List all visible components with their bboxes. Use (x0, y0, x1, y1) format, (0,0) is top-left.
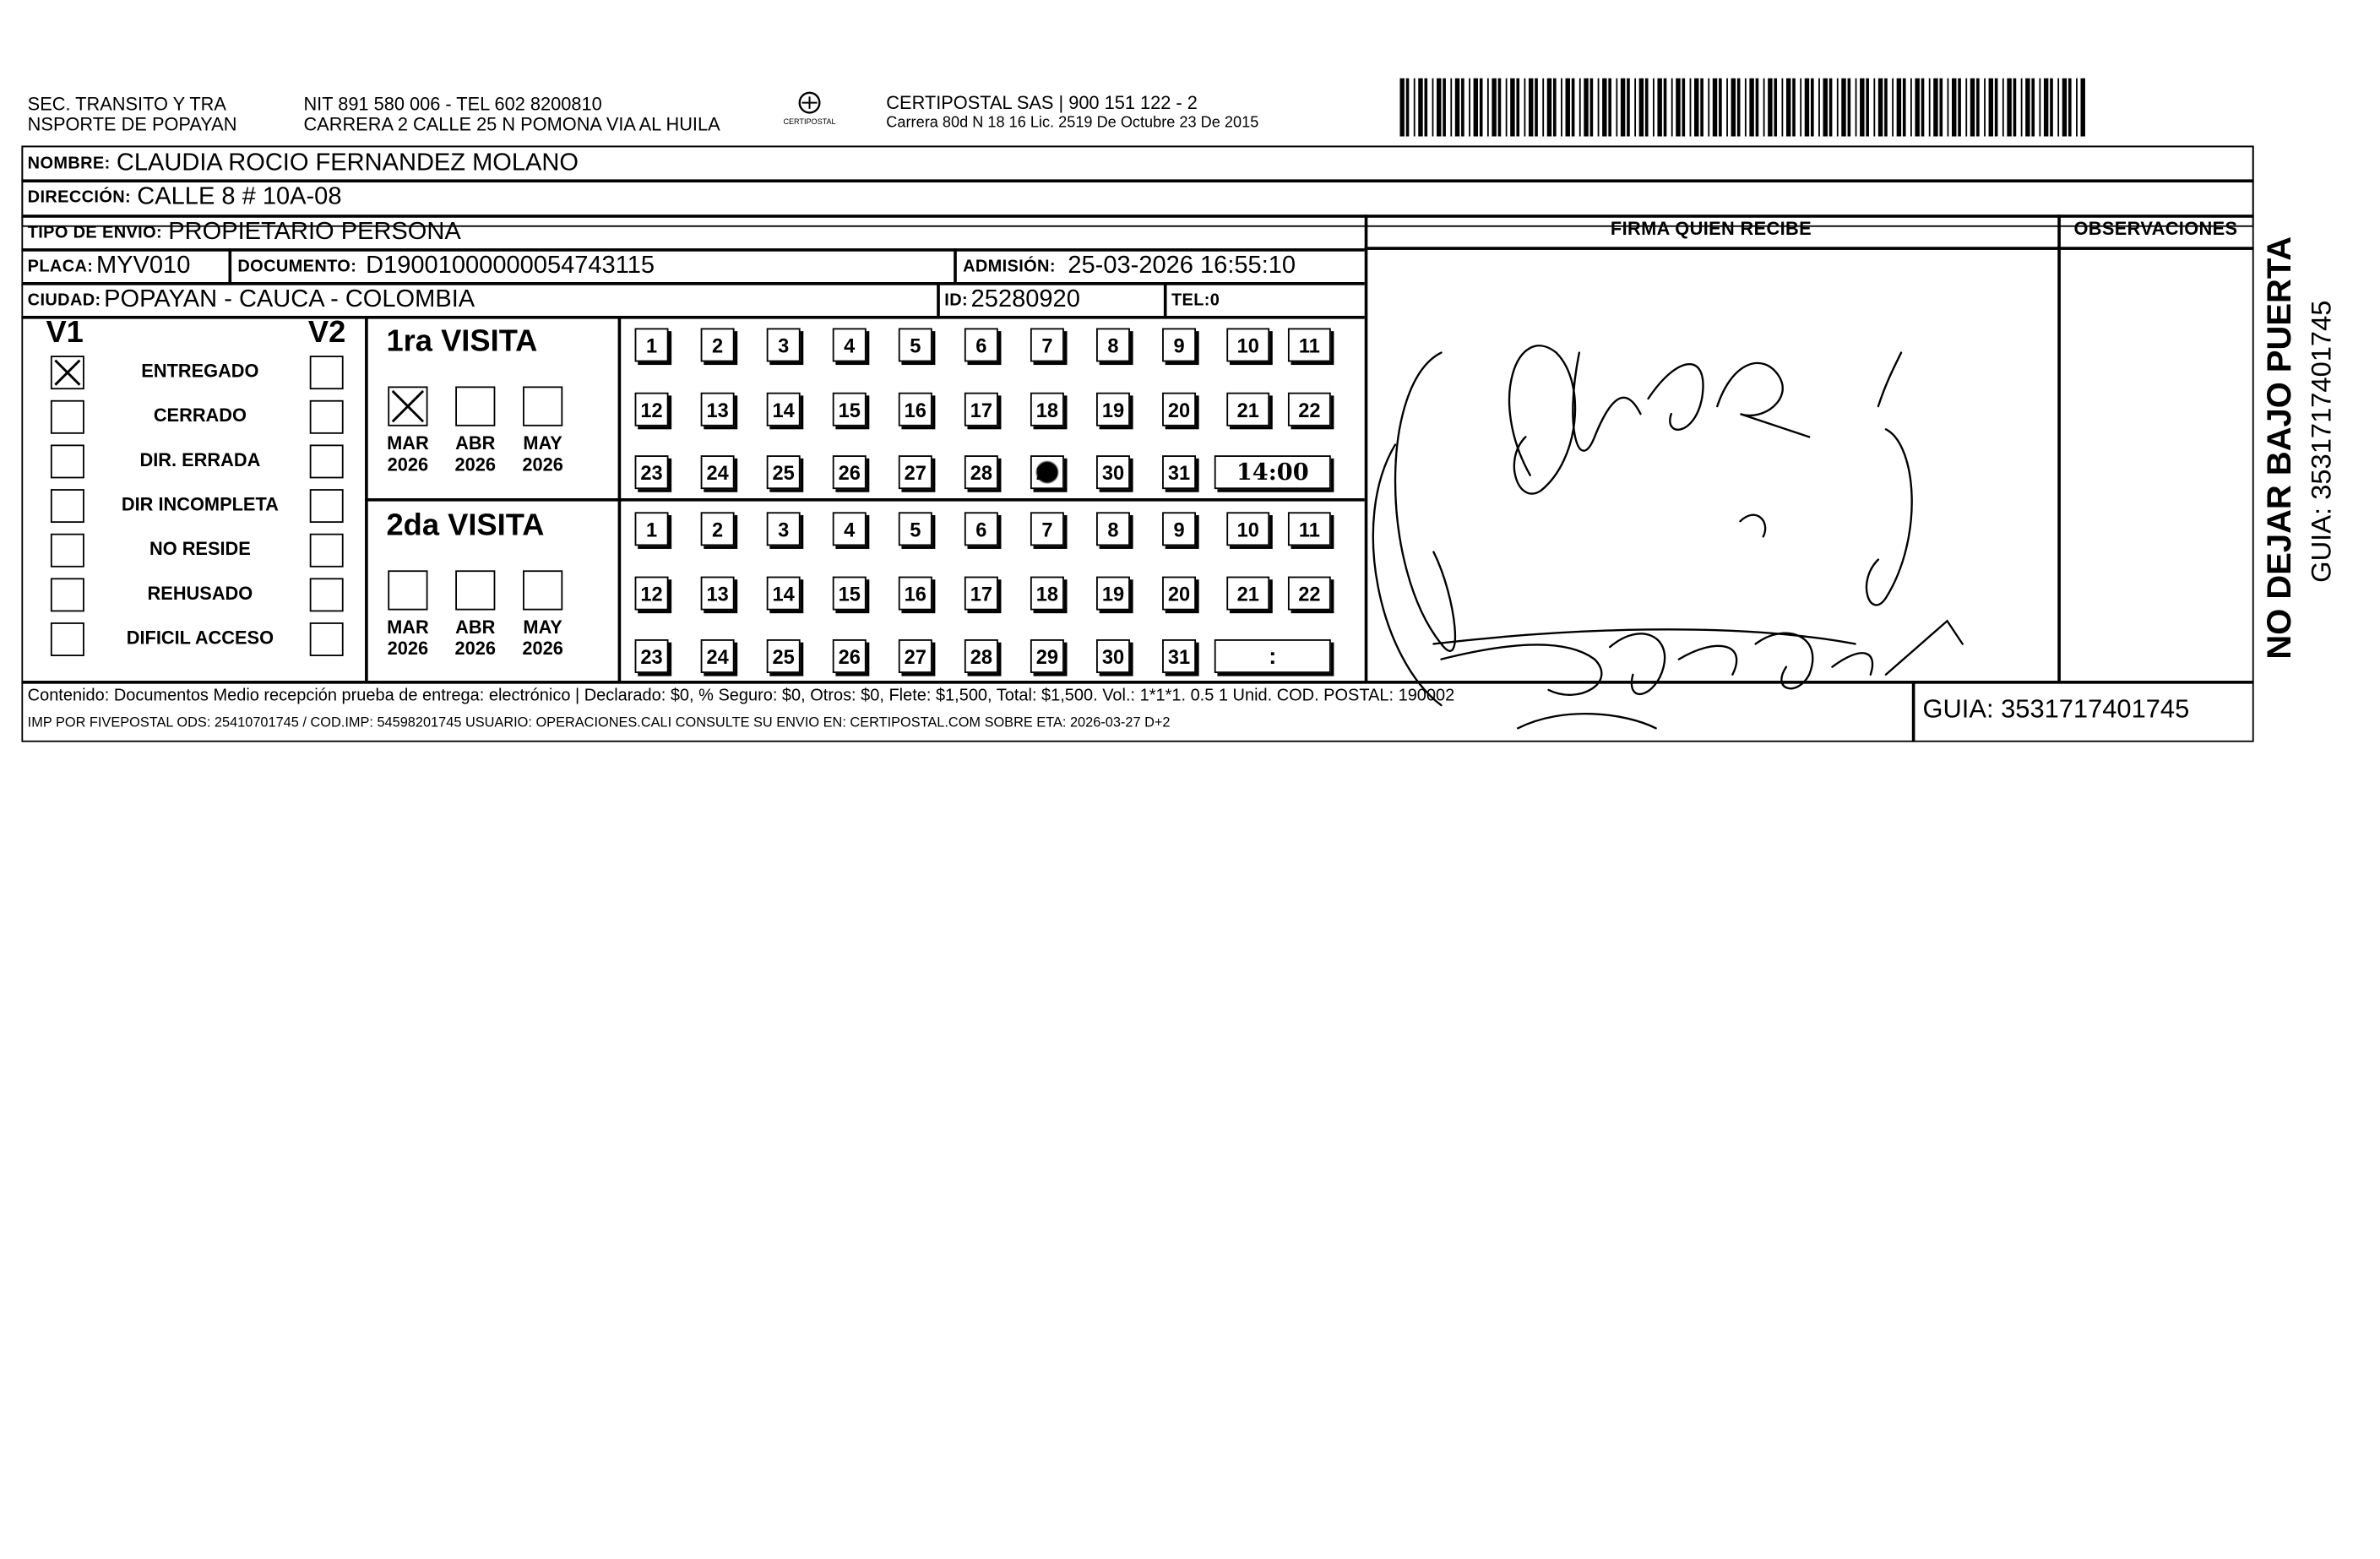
month-label: MAR (387, 616, 429, 638)
barcode-bar (1492, 79, 1496, 137)
barcode-bar (2044, 79, 2048, 137)
barcode-bar (1805, 79, 1809, 137)
barcode-bar (1823, 79, 1828, 137)
day-box: 30 (1096, 455, 1130, 489)
barcode-bar (1535, 79, 1538, 137)
day-box: 17 (964, 577, 998, 611)
barcode-bar (1579, 79, 1581, 137)
year-label: 2026 (454, 638, 496, 660)
barcode-bar (2080, 79, 2084, 137)
barcode-bar (1653, 79, 1655, 137)
barcode-bar (1965, 79, 1967, 137)
barcode-bar (1547, 79, 1551, 137)
barcode-bar (1510, 79, 1514, 137)
day-box: 6 (964, 328, 998, 361)
month-checkbox (388, 386, 427, 426)
barcode-bar (1737, 79, 1741, 137)
day-box: 19 (1096, 577, 1130, 611)
v1-checkbox (51, 578, 84, 611)
hour-box: 14:00 (1214, 455, 1331, 489)
barcode-bar (1719, 79, 1722, 137)
barcode-bar (1984, 79, 1986, 137)
tel-label: TEL: (1171, 291, 1210, 309)
day-box: 11 (1288, 512, 1331, 546)
nit-line-2: CARRERA 2 CALLE 25 N POMONA VIA AL HUILA (303, 113, 720, 135)
barcode-bar (1745, 79, 1747, 137)
footer-contenido: Contenido: Documentos Medio recepción prueba de entrega: electrónico | Declarado: $0, % Seguro: $0, Otros: $0, Flete: $1,500, Total: $1,500. Vol.: 1*1*1. 0.5 1 Unid. COD. POSTAL: 190002 (27, 687, 1455, 706)
barcode-bar (1498, 79, 1502, 137)
barcode-bar (1561, 79, 1562, 137)
day-box: 7 (1030, 328, 1064, 361)
tipo-envio-row (28, 216, 461, 248)
day-box: 24 (701, 639, 735, 673)
barcode-bar (1958, 79, 1961, 137)
day-box: 8 (1096, 328, 1130, 361)
barcode-bar (1774, 79, 1777, 137)
barcode-bar (1425, 79, 1428, 137)
admision-label: ADMISIÓN: (963, 257, 1056, 275)
v2-checkbox (310, 622, 344, 656)
barcode-bar (1860, 79, 1864, 137)
barcode-bar (1768, 79, 1772, 137)
month-label: ABR (455, 616, 496, 638)
barcode-bar (1756, 79, 1759, 137)
barcode-bar (2002, 79, 2004, 137)
guia-box: GUIA: 3531717401745 (1922, 694, 2190, 724)
tel-cell (1171, 284, 1220, 316)
month-label: MAY (523, 616, 562, 638)
status-reason-label: NO RESIDE (149, 538, 251, 560)
year-label: 2026 (522, 638, 563, 660)
day-box: 5 (899, 512, 932, 546)
barcode-bar (1432, 79, 1434, 137)
direccion-row (28, 181, 342, 215)
tel-value: 0 (1209, 291, 1220, 309)
day-box: 21 (1226, 393, 1269, 426)
barcode-icon (1399, 79, 2089, 137)
v2-header: V2 (307, 315, 346, 350)
barcode-bar (1884, 79, 1888, 137)
certipostal-logo-icon (776, 89, 844, 134)
day-box: 11 (1288, 328, 1331, 361)
documento-cell (237, 250, 655, 282)
v1-checkbox-checked (51, 356, 84, 389)
barcode-bar (2050, 79, 2053, 137)
barcode-bar (1450, 79, 1452, 137)
day-box: 1 (635, 512, 669, 546)
month-label: MAR (387, 432, 429, 454)
barcode-bar (1418, 79, 1422, 137)
day-box: 3 (767, 328, 801, 361)
barcode-bar (1829, 79, 1833, 137)
year-label: 2026 (387, 454, 429, 475)
barcode-bar (1910, 79, 1912, 137)
day-box: 27 (899, 639, 932, 673)
day-box: 8 (1096, 512, 1130, 546)
id-cell (944, 284, 1080, 316)
barcode-bar (1811, 79, 1814, 137)
year-label: 2026 (387, 638, 429, 660)
month-checkbox (455, 386, 495, 426)
placa-value: MYV010 (95, 252, 191, 279)
barcode-bar (1598, 79, 1600, 137)
barcode-bar (1726, 79, 1728, 137)
day-box: 22 (1288, 393, 1331, 426)
barcode-bar (2039, 79, 2040, 137)
barcode-bar (1553, 79, 1557, 137)
documento-value: D19001000000054743115 (366, 252, 655, 279)
placa-cell (28, 250, 191, 282)
day-box: 15 (833, 577, 867, 611)
nombre-value: CLAUDIA ROCIO FERNANDEZ MOLANO (116, 149, 579, 177)
barcode-bar (1627, 79, 1630, 137)
day-box: 31 (1162, 455, 1196, 489)
barcode-bar (1529, 79, 1533, 137)
barcode-bar (1608, 79, 1611, 137)
barcode-bar (2068, 79, 2072, 137)
day-box: 15 (833, 393, 867, 426)
day-box: 6 (964, 512, 998, 546)
barcode-bar (1621, 79, 1625, 137)
v2-checkbox (310, 489, 344, 523)
day-box: 19 (1096, 393, 1130, 426)
ciudad-cell (28, 284, 475, 316)
barcode-bar (1506, 79, 1508, 137)
tipo-envio-label: TIPO DE ENVIO: (27, 223, 163, 242)
nombre-row (28, 147, 579, 181)
status-reason-label: DIR INCOMPLETA (121, 493, 279, 515)
barcode-bar (1572, 79, 1575, 137)
day-box: 2 (701, 328, 735, 361)
day-box: 29 (1030, 639, 1064, 673)
day-box: 21 (1226, 577, 1269, 611)
barcode-bar (1897, 79, 1901, 137)
day-box: 20 (1162, 577, 1196, 611)
firma-header: FIRMA QUIEN RECIBE (1610, 217, 1812, 240)
barcode-bar (1671, 79, 1673, 137)
day-box: 26 (833, 639, 867, 673)
barcode-bar (1443, 79, 1446, 137)
status-reason-label: REHUSADO (147, 582, 253, 605)
logo-text: CERTIPOSTAL (783, 117, 836, 127)
barcode-bar (1437, 79, 1441, 137)
barcode-bar (1713, 79, 1717, 137)
hour-box: : (1214, 639, 1331, 673)
day-box: 10 (1226, 512, 1269, 546)
barcode-bar (1939, 79, 1943, 137)
day-box: 28 (964, 639, 998, 673)
barcode (1399, 79, 2089, 137)
v1-checkbox (51, 534, 84, 568)
barcode-bar (2021, 79, 2023, 137)
barcode-bar (2013, 79, 2017, 137)
day-box: 28 (964, 455, 998, 489)
barcode-bar (1818, 79, 1820, 137)
day-box: 14 (767, 393, 801, 426)
barcode-bar (1590, 79, 1594, 137)
ciudad-label: CIUDAD: (27, 291, 101, 309)
year-label: 2026 (454, 454, 496, 475)
day-box: 7 (1030, 512, 1064, 546)
visit-title: 1ra VISITA (386, 324, 538, 359)
day-box: 1 (635, 328, 669, 361)
barcode-bar (1749, 79, 1753, 137)
id-label: ID: (944, 291, 968, 309)
barcode-bar (1948, 79, 1949, 137)
barcode-bar (1524, 79, 1526, 137)
barcode-bar (1657, 79, 1661, 137)
day-box: 14 (767, 577, 801, 611)
barcode-bar (1903, 79, 1906, 137)
month-label: MAY (523, 432, 562, 454)
v2-checkbox (310, 578, 344, 611)
sender-line-2: NSPORTE DE POPAYAN (27, 113, 237, 135)
day-box: 23 (635, 455, 669, 489)
day-box-marked: 29 (1030, 455, 1064, 489)
status-reason-label: ENTREGADO (141, 360, 259, 383)
barcode-bar (2025, 79, 2030, 137)
barcode-bar (1414, 79, 1416, 137)
day-box: 25 (767, 639, 801, 673)
barcode-bar (1664, 79, 1667, 137)
visit-title: 2da VISITA (386, 508, 545, 543)
v2-checkbox (310, 356, 344, 389)
side-guia: GUIA: 3531717401745 (2306, 300, 2337, 583)
barcode-bar (1542, 79, 1544, 137)
v2-checkbox (310, 400, 344, 434)
barcode-bar (1694, 79, 1698, 137)
day-box: 10 (1226, 328, 1269, 361)
barcode-bar (1892, 79, 1894, 137)
day-box: 17 (964, 393, 998, 426)
barcode-bar (1848, 79, 1851, 137)
barcode-bar (2062, 79, 2067, 137)
barcode-bar (1976, 79, 1980, 137)
nit-line-1: NIT 891 580 006 - TEL 602 8200810 (303, 93, 602, 116)
month-label: ABR (455, 432, 496, 454)
year-label: 2026 (522, 454, 563, 475)
barcode-bar (1639, 79, 1644, 137)
day-box: 9 (1162, 328, 1196, 361)
day-box: 20 (1162, 393, 1196, 426)
barcode-bar (1469, 79, 1470, 137)
day-box: 18 (1030, 393, 1064, 426)
day-box: 18 (1030, 577, 1064, 611)
v1-header: V1 (46, 315, 84, 350)
barcode-bar (1566, 79, 1570, 137)
day-box: 30 (1096, 639, 1130, 673)
barcode-bar (1602, 79, 1606, 137)
v2-checkbox (310, 534, 344, 568)
barcode-bar (1781, 79, 1783, 137)
barcode-bar (2076, 79, 2078, 137)
barcode-bar (1792, 79, 1796, 137)
barcode-bar (1856, 79, 1857, 137)
certipostal-logo (776, 89, 844, 134)
barcode-bar (1915, 79, 1919, 137)
barcode-bar (1461, 79, 1464, 137)
barcode-bar (1682, 79, 1685, 137)
footer-imp: IMP POR FIVEPOSTAL ODS: 25410701745 / COD.IMP: 54598201745 USUARIO: OPERACIONES.CALI CONSULTE SU ENVIO EN: CERTIPOSTAL.COM SOBRE ETA: 2026-03-27 D+2 (27, 714, 1171, 731)
day-box: 24 (701, 455, 735, 489)
ciudad-value: POPAYAN - CAUCA - COLOMBIA (104, 285, 475, 312)
observaciones-header: OBSERVACIONES (2073, 217, 2238, 240)
day-box: 13 (701, 577, 735, 611)
direccion-label: DIRECCIÓN: (27, 188, 132, 208)
admision-value: 25-03-2026 16:55:10 (1068, 252, 1296, 279)
barcode-bar (1873, 79, 1875, 137)
day-box: 2 (701, 512, 735, 546)
barcode-bar (1952, 79, 1956, 137)
month-checkbox (388, 570, 427, 610)
barcode-bar (1731, 79, 1736, 137)
barcode-bar (1516, 79, 1519, 137)
documento-label: DOCUMENTO: (237, 257, 357, 275)
barcode-bar (1455, 79, 1459, 137)
company-line-1: CERTIPOSTAL SAS | 900 151 122 - 2 (886, 91, 1198, 114)
status-reason-label: DIR. ERRADA (139, 448, 261, 471)
barcode-bar (1708, 79, 1709, 137)
month-checkbox (523, 570, 562, 610)
barcode-bar (1645, 79, 1649, 137)
barcode-bar (1837, 79, 1839, 137)
barcode-bar (1929, 79, 1931, 137)
barcode-bar (1700, 79, 1703, 137)
barcode-bar (1584, 79, 1588, 137)
barcode-bar (1616, 79, 1617, 137)
v1-checkbox (51, 444, 84, 478)
day-box: 23 (635, 639, 669, 673)
month-checkbox (455, 570, 495, 610)
day-box: 4 (833, 328, 867, 361)
day-box: 31 (1162, 639, 1196, 673)
barcode-bar (1474, 79, 1478, 137)
status-reason-label: CERRADO (153, 405, 247, 426)
barcode-bar (1878, 79, 1883, 137)
v2-checkbox (310, 444, 344, 478)
day-box: 25 (767, 455, 801, 489)
company-line-2: Carrera 80d N 18 16 Lic. 2519 De Octubre 23 De 2015 (886, 115, 1259, 133)
day-box: 4 (833, 512, 867, 546)
barcode-bar (1399, 79, 1404, 137)
barcode-bar (1634, 79, 1636, 137)
barcode-bar (2007, 79, 2011, 137)
barcode-bar (1487, 79, 1489, 137)
barcode-bar (1676, 79, 1680, 137)
status-reason-label: DIFICIL ACCESO (126, 627, 274, 649)
id-value: 25280920 (970, 285, 1080, 312)
barcode-bar (1933, 79, 1937, 137)
barcode-bar (1800, 79, 1801, 137)
barcode-bar (1480, 79, 1483, 137)
placa-label: PLACA: (27, 257, 94, 275)
barcode-bar (1866, 79, 1869, 137)
nombre-label: NOMBRE: (27, 155, 111, 174)
day-box: 5 (899, 328, 932, 361)
v1-checkbox (51, 400, 84, 434)
day-box: 16 (899, 393, 932, 426)
tipo-envio-value: PROPIETARIO PERSONA (168, 218, 461, 245)
barcode-bar (1970, 79, 1975, 137)
day-box: 26 (833, 455, 867, 489)
day-box: 22 (1288, 577, 1331, 611)
direccion-value: CALLE 8 # 10A-08 (137, 183, 342, 210)
no-dejar-bajo-puerta: NO DEJAR BAJO PUERTA (2259, 236, 2299, 660)
day-box: 9 (1162, 512, 1196, 546)
barcode-bar (1989, 79, 1993, 137)
barcode-bar (1841, 79, 1845, 137)
v1-checkbox (51, 622, 84, 656)
barcode-bar (1921, 79, 1925, 137)
admision-cell (963, 250, 1296, 282)
barcode-bar (1995, 79, 1998, 137)
barcode-bar (1690, 79, 1692, 137)
sender-line-1: SEC. TRANSITO Y TRA (27, 93, 226, 116)
barcode-bar (1786, 79, 1790, 137)
barcode-bar (1406, 79, 1410, 137)
day-box: 12 (635, 393, 669, 426)
day-box: 13 (701, 393, 735, 426)
barcode-bar (2031, 79, 2035, 137)
day-box: 12 (635, 577, 669, 611)
v1-checkbox (51, 489, 84, 523)
handwritten-signature (1350, 291, 2101, 752)
barcode-bar (2057, 79, 2059, 137)
month-checkbox (523, 386, 562, 426)
day-box: 3 (767, 512, 801, 546)
barcode-bar (1763, 79, 1765, 137)
day-box: 16 (899, 577, 932, 611)
day-box: 27 (899, 455, 932, 489)
